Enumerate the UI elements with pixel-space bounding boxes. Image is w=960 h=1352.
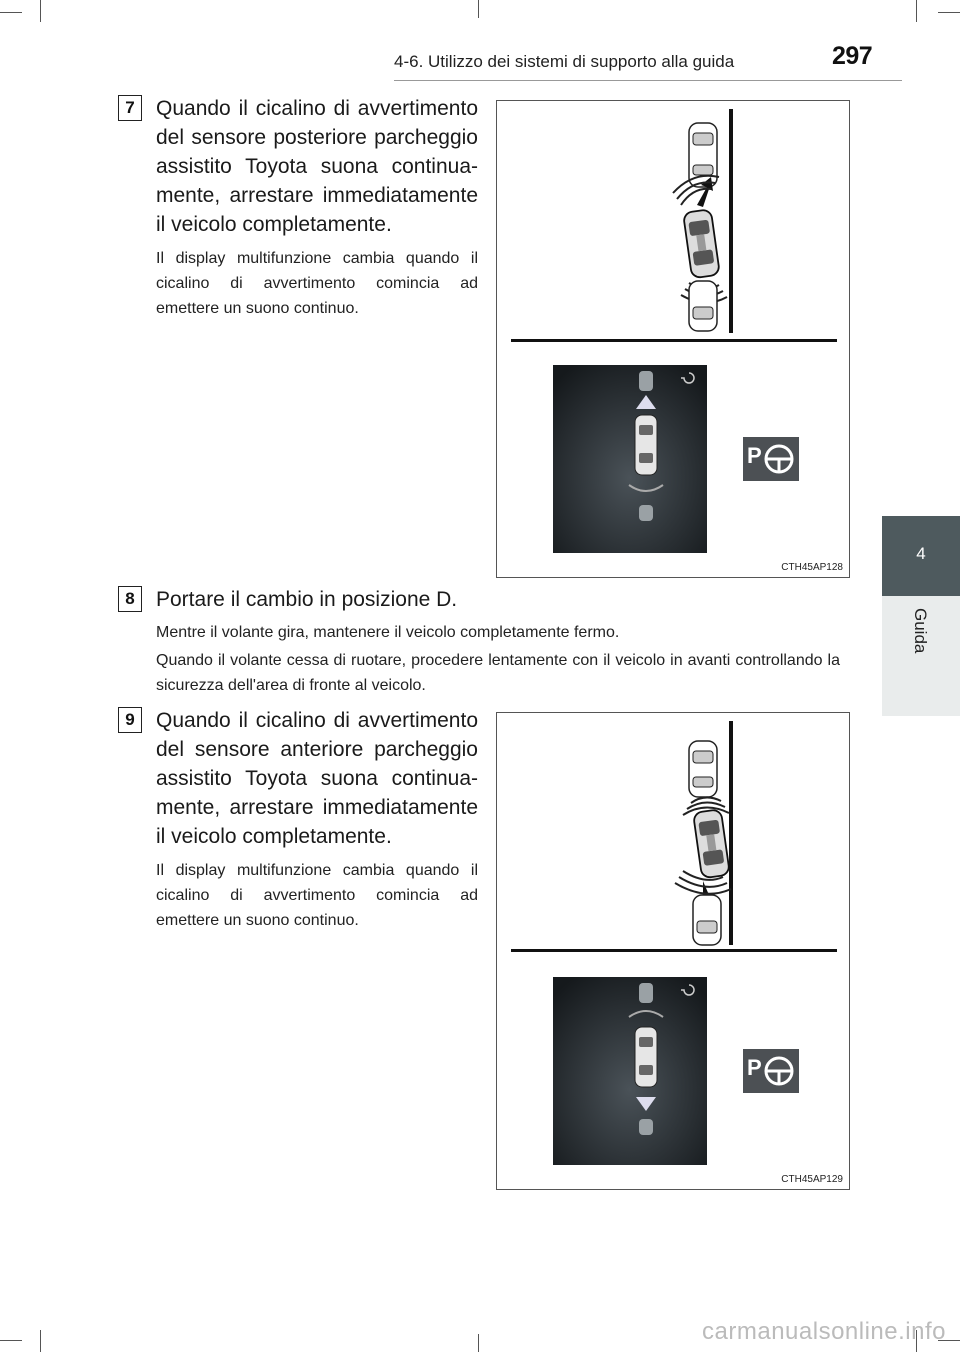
svg-text:P: P: [747, 443, 762, 468]
multi-info-display: [553, 365, 707, 553]
parked-car-rear-icon: [689, 281, 717, 331]
section-title: 4-6. Utilizzo dei sistemi di supporto alla guida: [394, 52, 735, 71]
park-assist-icon: [743, 1049, 799, 1093]
svg-text:P: P: [747, 1055, 762, 1080]
step-8-note-1: Mentre il volante gira, mantenere il veicolo completamente fermo.: [156, 624, 620, 641]
figure-step-7: [496, 100, 850, 578]
header-rule: [394, 80, 902, 81]
watermark[interactable]: carmanualsonline.info: [702, 1318, 946, 1345]
parked-car-front-icon: [689, 741, 717, 797]
step-9-text: Quando il cicalino di avvertimento del sensore anteriore parcheggio assistito Toyota suona continua-mente, arrestare immediatamente il veicolo completamente.: [156, 709, 478, 848]
parked-car-rear-icon: [693, 895, 721, 945]
step-7-note: Il display multifunzione cambia quando il cicalino di avvertimento comincia ad emettere un suono continuo.: [156, 250, 478, 317]
chapter-label: Guida: [911, 608, 930, 654]
step-8-note-2: Quando il volante cessa di ruotare, procedere lentamente con il veicolo in avanti controllando la sicurezza dell'area di fronte al veicolo.: [156, 652, 840, 694]
chapter-number: 4: [916, 544, 926, 563]
chapter-label-tab: [882, 596, 960, 716]
own-car-icon: [683, 209, 720, 278]
multi-info-display: [553, 977, 707, 1165]
page-number: 297: [832, 42, 873, 70]
parking-illustration-rear: [497, 101, 849, 577]
step-9-note: Il display multifunzione cambia quando il cicalino di avvertimento comincia ad emettere un suono continuo.: [156, 862, 478, 929]
figure-code: CTH45AP128: [781, 562, 843, 573]
figure-step-9: [496, 712, 850, 1190]
park-assist-icon: [743, 437, 799, 481]
own-car-icon: [693, 809, 730, 878]
step-number-7: 7: [118, 95, 142, 121]
step-8-text: Portare il cambio in posizione D.: [156, 588, 458, 611]
step-number-9: 9: [118, 707, 142, 733]
figure-code: CTH45AP129: [781, 1174, 843, 1185]
step-7-text: Quando il cicalino di avvertimento del sensore posteriore parcheggio assistito Toyota suona continua-mente, arrestare immediatamente il veicolo completamente.: [156, 97, 478, 236]
chapter-tab: [882, 516, 960, 596]
parking-illustration-front: [497, 713, 849, 1189]
step-number-8: 8: [118, 586, 142, 612]
